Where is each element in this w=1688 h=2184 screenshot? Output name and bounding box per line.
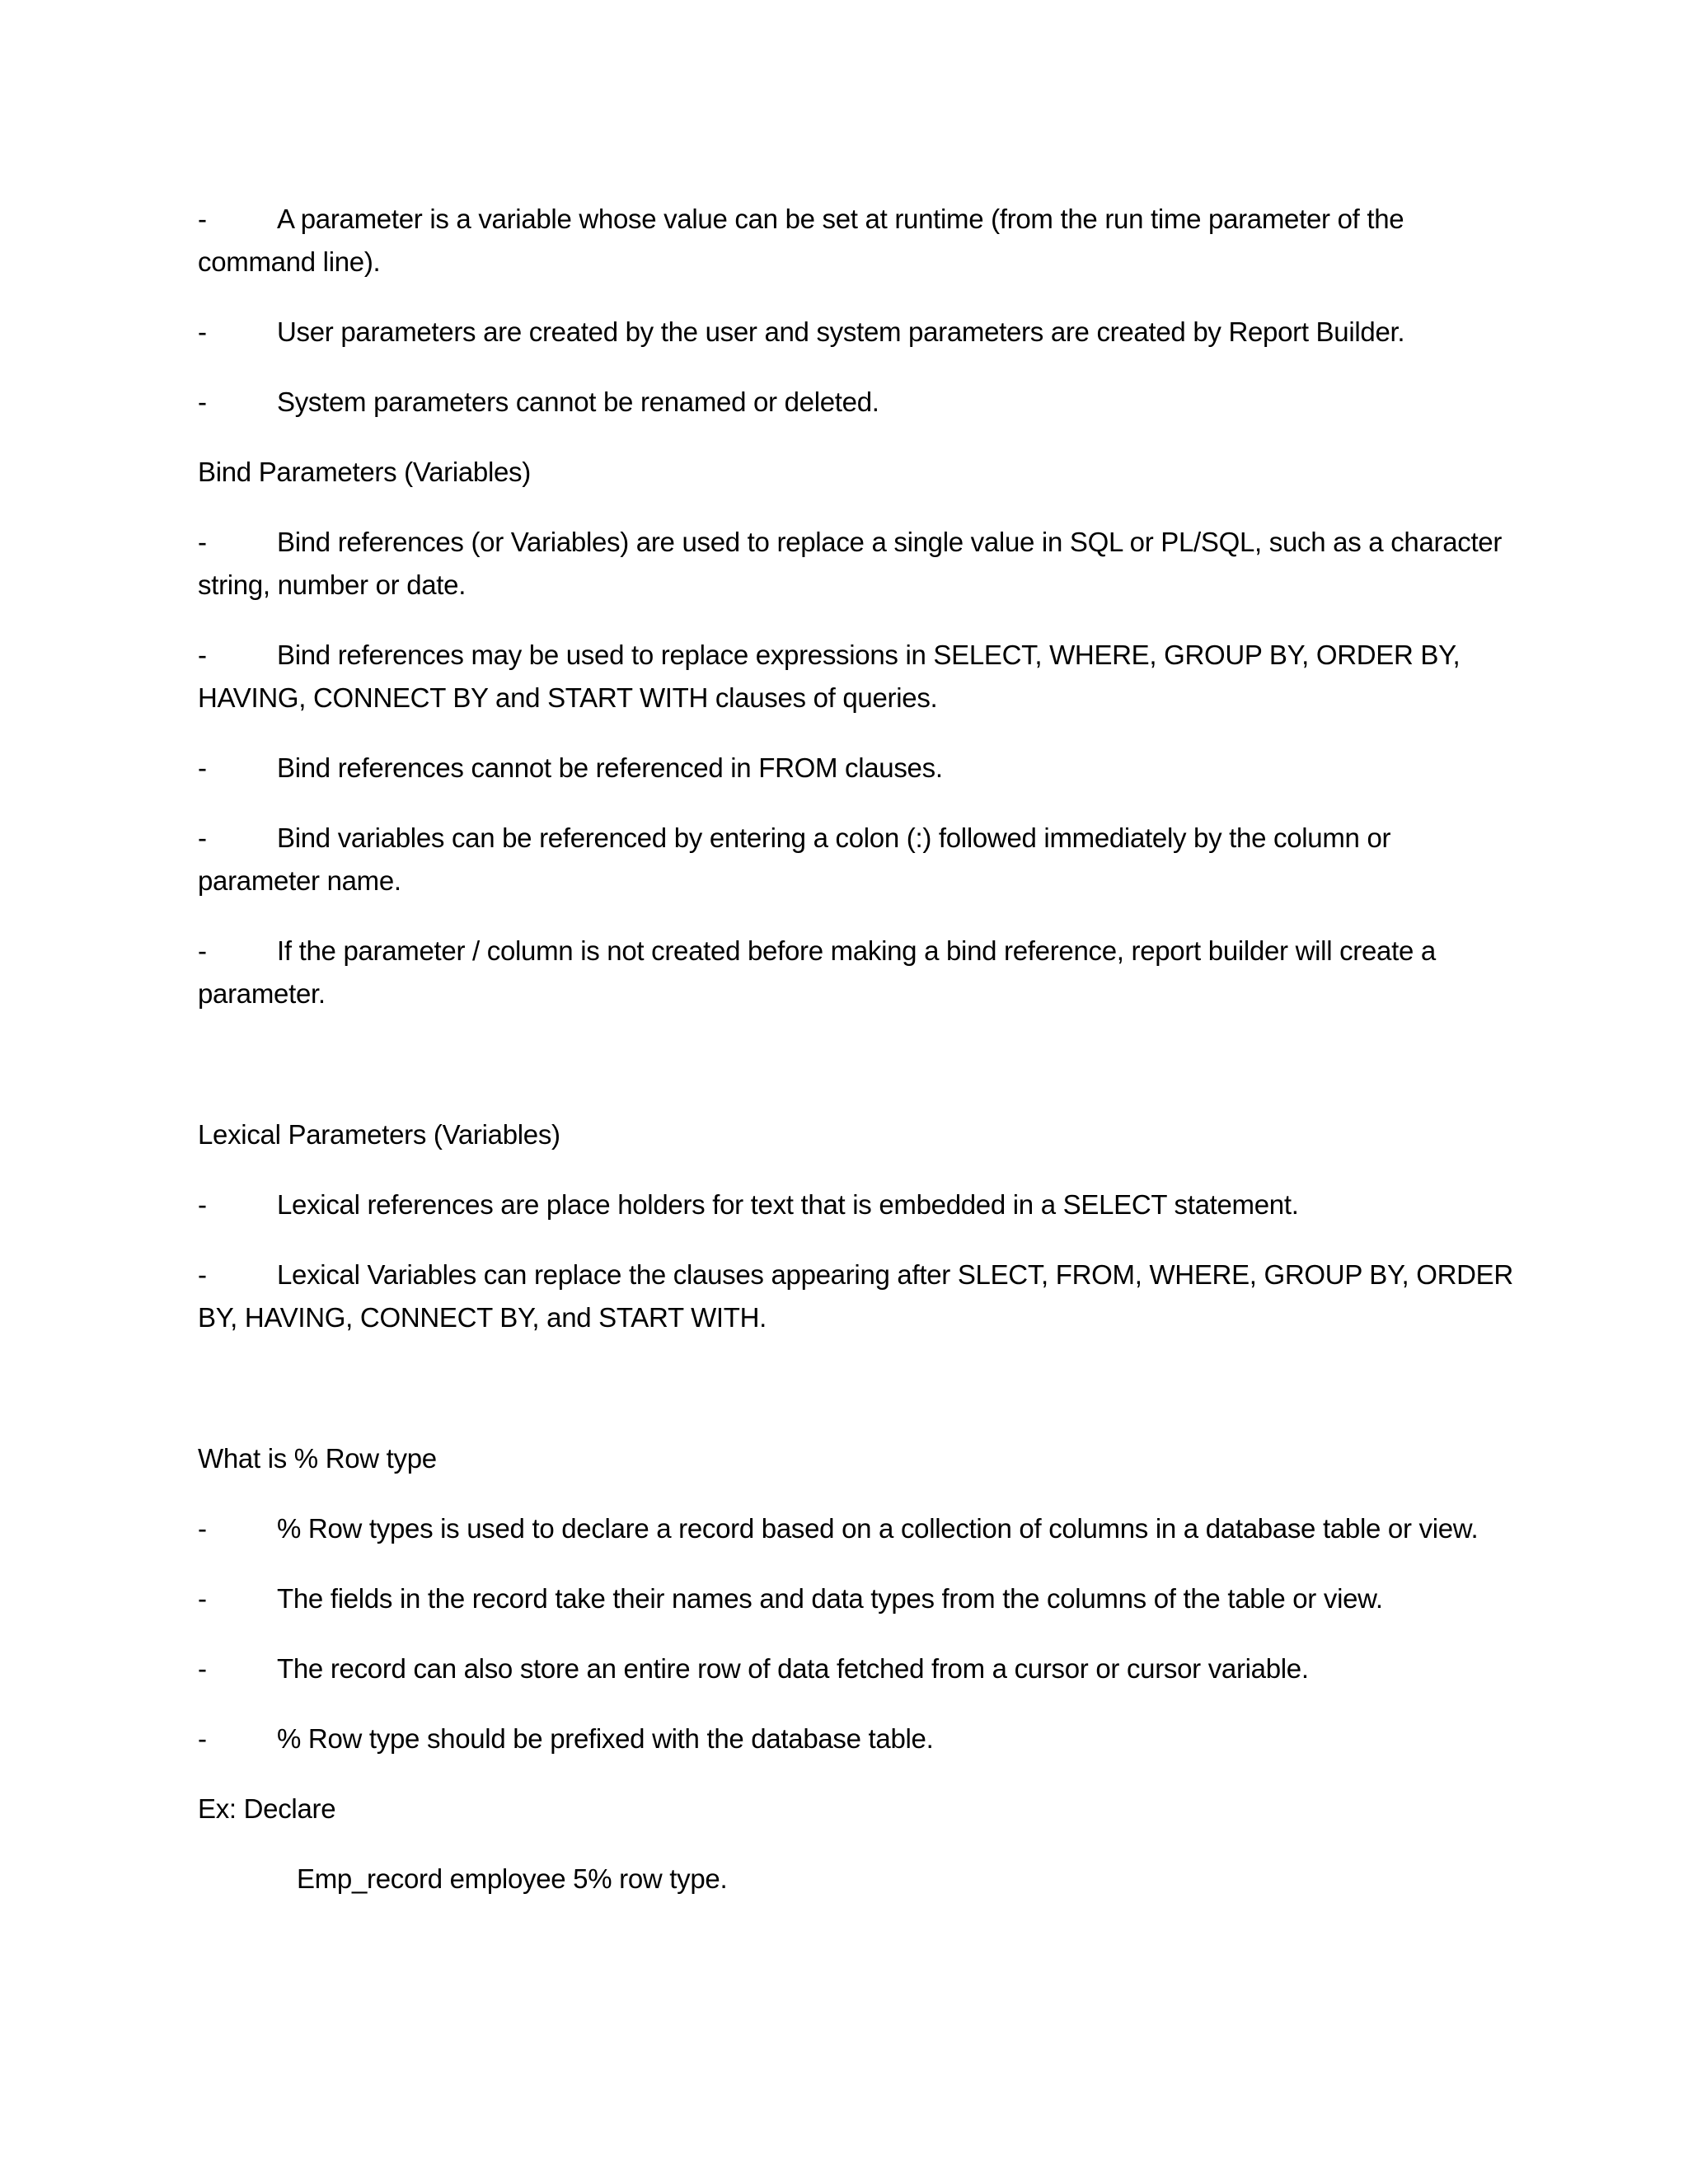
- bullet-bind-replace-value: [198, 521, 1517, 607]
- document-body: [198, 198, 1517, 1928]
- bullet-dash: -: [198, 527, 207, 557]
- bullet-lexical-clauses: [198, 1254, 1517, 1339]
- bullet-text: Lexical Variables can replace the clauses appearing after SLECT, FROM, WHERE, GROUP BY, ORDER BY, HAVING, CONNECT BY, and START WITH.: [198, 1259, 1513, 1333]
- bullet-bind-auto-create: [198, 930, 1517, 1015]
- example-code: Emp_record employee 5% row type.: [297, 1863, 728, 1894]
- heading-lexical-parameters: Lexical Parameters (Variables): [198, 1119, 560, 1150]
- bullet-bind-replace-expressions: [198, 634, 1517, 719]
- bullet-dash: -: [198, 1723, 207, 1754]
- bullet-text: Bind references may be used to replace expressions in SELECT, WHERE, GROUP BY, ORDER BY, HAVING, CONNECT BY and START WITH clauses of queries.: [198, 640, 1461, 713]
- bullet-bind-colon: [198, 817, 1517, 902]
- bullet-text: A parameter is a variable whose value can be set at runtime (from the run time parameter of the command line).: [198, 204, 1404, 277]
- bullet-bind-from-clause: [198, 747, 1517, 790]
- bullet-text: % Row types is used to declare a record based on a collection of columns in a database table or view.: [277, 1513, 1479, 1544]
- bullet-text: If the parameter / column is not created before making a bind reference, report builder will create a parameter.: [198, 935, 1436, 1009]
- bullet-text: The record can also store an entire row of data fetched from a cursor or cursor variable.: [277, 1653, 1309, 1684]
- bullet-rowtype-prefix: [198, 1718, 1517, 1760]
- heading-bind-parameters: Bind Parameters (Variables): [198, 457, 531, 487]
- bullet-text: User parameters are created by the user and system parameters are created by Report Builder.: [277, 316, 1405, 347]
- bullet-dash: -: [198, 640, 207, 670]
- bullet-dash: -: [198, 316, 207, 347]
- bullet-dash: -: [198, 204, 207, 234]
- bullet-text: % Row type should be prefixed with the database table.: [277, 1723, 934, 1754]
- bullet-rowtype-fields: [198, 1577, 1517, 1620]
- bullet-dash: -: [198, 752, 207, 783]
- bullet-dash: -: [198, 387, 207, 417]
- bullet-user-system-parameters: [198, 311, 1517, 354]
- bullet-dash: -: [198, 1653, 207, 1684]
- bullet-dash: -: [198, 1513, 207, 1544]
- section-spacer: [198, 1366, 1517, 1437]
- bullet-dash: -: [198, 823, 207, 853]
- example-label: Ex: Declare: [198, 1793, 336, 1824]
- bullet-dash: -: [198, 1583, 207, 1614]
- bullet-dash: -: [198, 935, 207, 966]
- bullet-text: Lexical references are place holders for text that is embedded in a SELECT statement.: [277, 1189, 1299, 1220]
- bullet-text: Bind variables can be referenced by entering a colon (:) followed immediately by the column or parameter name.: [198, 823, 1391, 896]
- heading-rowtype: What is % Row type: [198, 1443, 437, 1474]
- bullet-text: Bind references (or Variables) are used to replace a single value in SQL or PL/SQL, such as a character string, number or date.: [198, 527, 1503, 600]
- section-spacer: [198, 1043, 1517, 1113]
- bullet-dash: -: [198, 1259, 207, 1290]
- bullet-text: Bind references cannot be referenced in FROM clauses.: [277, 752, 943, 783]
- bullet-dash: -: [198, 1189, 207, 1220]
- bullet-text: System parameters cannot be renamed or deleted.: [277, 387, 879, 417]
- bullet-rowtype-declare: [198, 1507, 1517, 1550]
- bullet-text: The fields in the record take their names and data types from the columns of the table or view.: [277, 1583, 1383, 1614]
- bullet-lexical-placeholders: [198, 1183, 1517, 1226]
- bullet-system-parameters-rename: [198, 381, 1517, 424]
- bullet-rowtype-store-row: [198, 1647, 1517, 1690]
- bullet-parameter-definition: [198, 198, 1517, 284]
